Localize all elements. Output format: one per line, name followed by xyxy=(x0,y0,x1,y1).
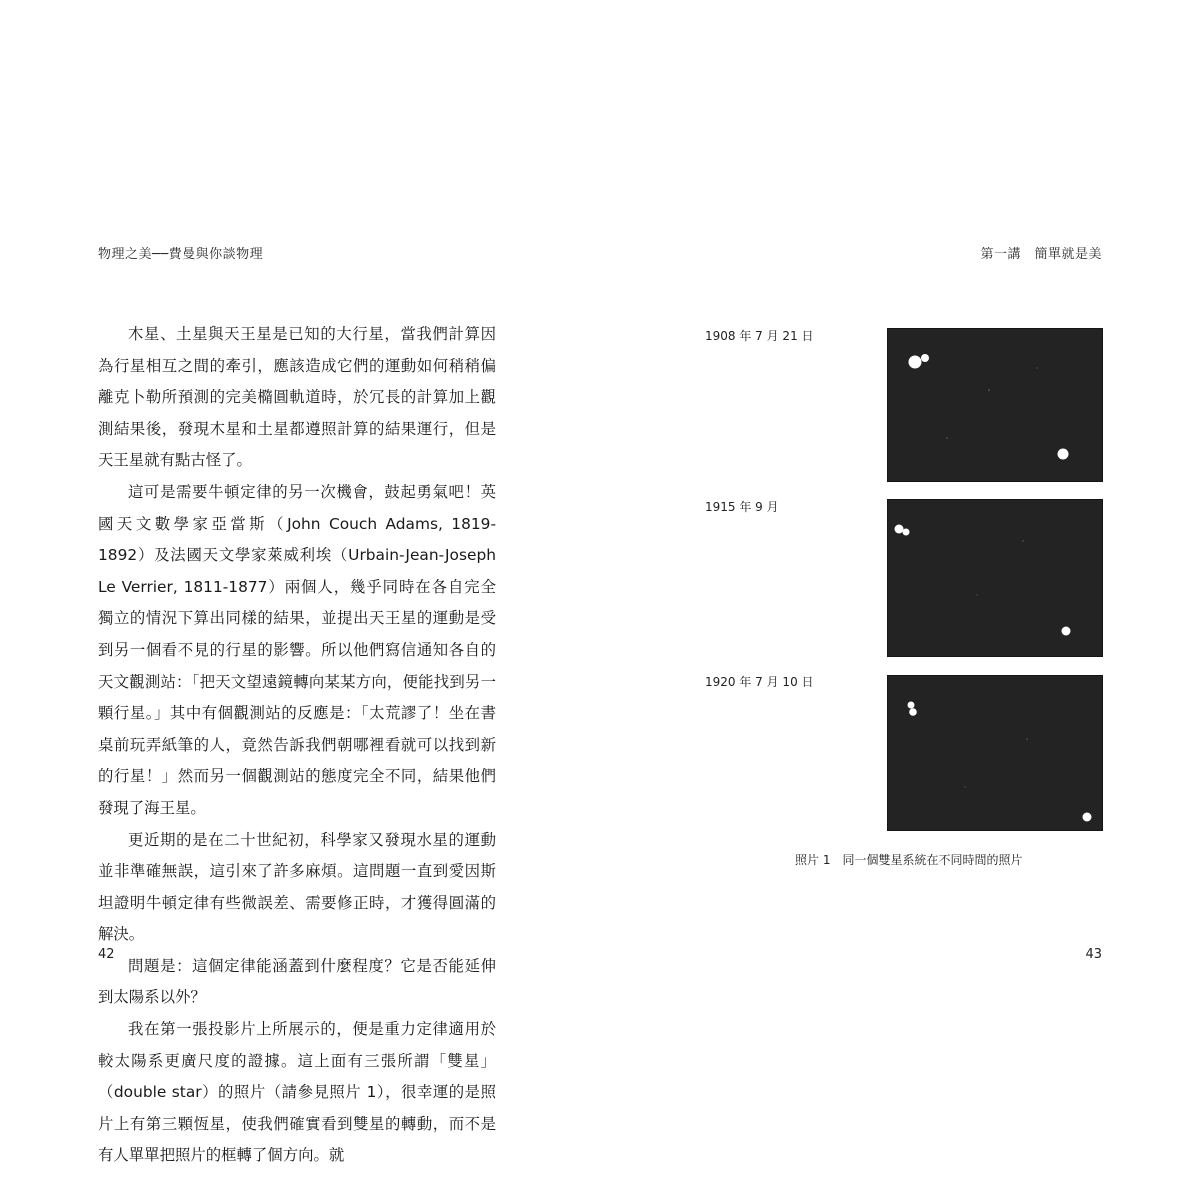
page-number-right: 43 xyxy=(1085,947,1102,962)
binary-star-photo-1915 xyxy=(887,499,1103,657)
running-head-left: 物理之美──費曼與你談物理 xyxy=(98,247,264,262)
paragraph: 更近期的是在二十世紀初，科學家又發現水星的運動並非準確無誤，這引來了許多麻煩。這問題一直到愛因斯坦證明牛頓定律有些微誤差、需要修正時，才獲得圓滿的解決。 xyxy=(98,830,496,944)
caption-text: 同一個雙星系統在不同時間的照片 xyxy=(842,853,1023,867)
binary-star-image-1908 xyxy=(887,328,1103,482)
photo-date-1915: 1915 年 9 月 xyxy=(705,500,779,514)
binary-star-photo-1920 xyxy=(887,675,1103,831)
photo-date-1920: 1920 年 7 月 10 日 xyxy=(705,675,814,689)
figure-caption xyxy=(795,851,1022,868)
caption-label: 照片 1 xyxy=(795,853,831,867)
photo-date-1908: 1908 年 7 月 21 日 xyxy=(705,329,814,343)
page-number-left: 42 xyxy=(98,947,115,962)
binary-star-image-1920 xyxy=(887,675,1103,831)
running-head-right: 第一講 簡單就是美 xyxy=(980,247,1102,262)
binary-star-photo-1908 xyxy=(887,328,1103,482)
binary-star-image-1915 xyxy=(887,499,1103,657)
body-text xyxy=(98,319,496,1172)
paragraph: 問題是：這個定律能涵蓋到什麼程度？它是否能延伸到太陽系以外？ xyxy=(98,956,496,1007)
paragraph: 我在第一張投影片上所展示的，便是重力定律適用於較太陽系更廣尺度的證據。這上面有三張所謂「雙星」（double star）的照片（請參見照片 1），很幸運的是照片上有第三顆恆星，使我們確實看到雙星的轉動，而不是有人單單把照片的框轉了個方向。就 xyxy=(98,1020,496,1165)
paragraph: 這可是需要牛頓定律的另一次機會，鼓起勇氣吧！英國天文數學家亞當斯（John Couch Adams, 1819-1892）及法國天文學家萊威利埃（Urbain-Jean-Joseph Le Verrier, 1811-1877）兩個人，幾乎同時在各自完全獨立的情況下算出同樣的結果，並提出天王星的運動是受到另一個看不見的行星的影響。所以他們寫信通知各自的天文觀測站：「把天文望遠鏡轉向某某方向，便能找到另一顆行星。」其中有個觀測站的反應是：「太荒謬了！坐在書桌前玩弄紙筆的人，竟然告訴我們朝哪裡看就可以找到新的行星！」然而另一個觀測站的態度完全不同，結果他們發現了海王星。 xyxy=(98,482,496,817)
paragraph: 木星、土星與天王星是已知的大行星，當我們計算因為行星相互之間的牽引，應該造成它們的運動如何稍稍偏離克卜勒所預測的完美橢圓軌道時，於冗長的計算加上觀測結果後，發現木星和土星都遵照計算的結果運行，但是天王星就有點古怪了。 xyxy=(98,325,496,470)
